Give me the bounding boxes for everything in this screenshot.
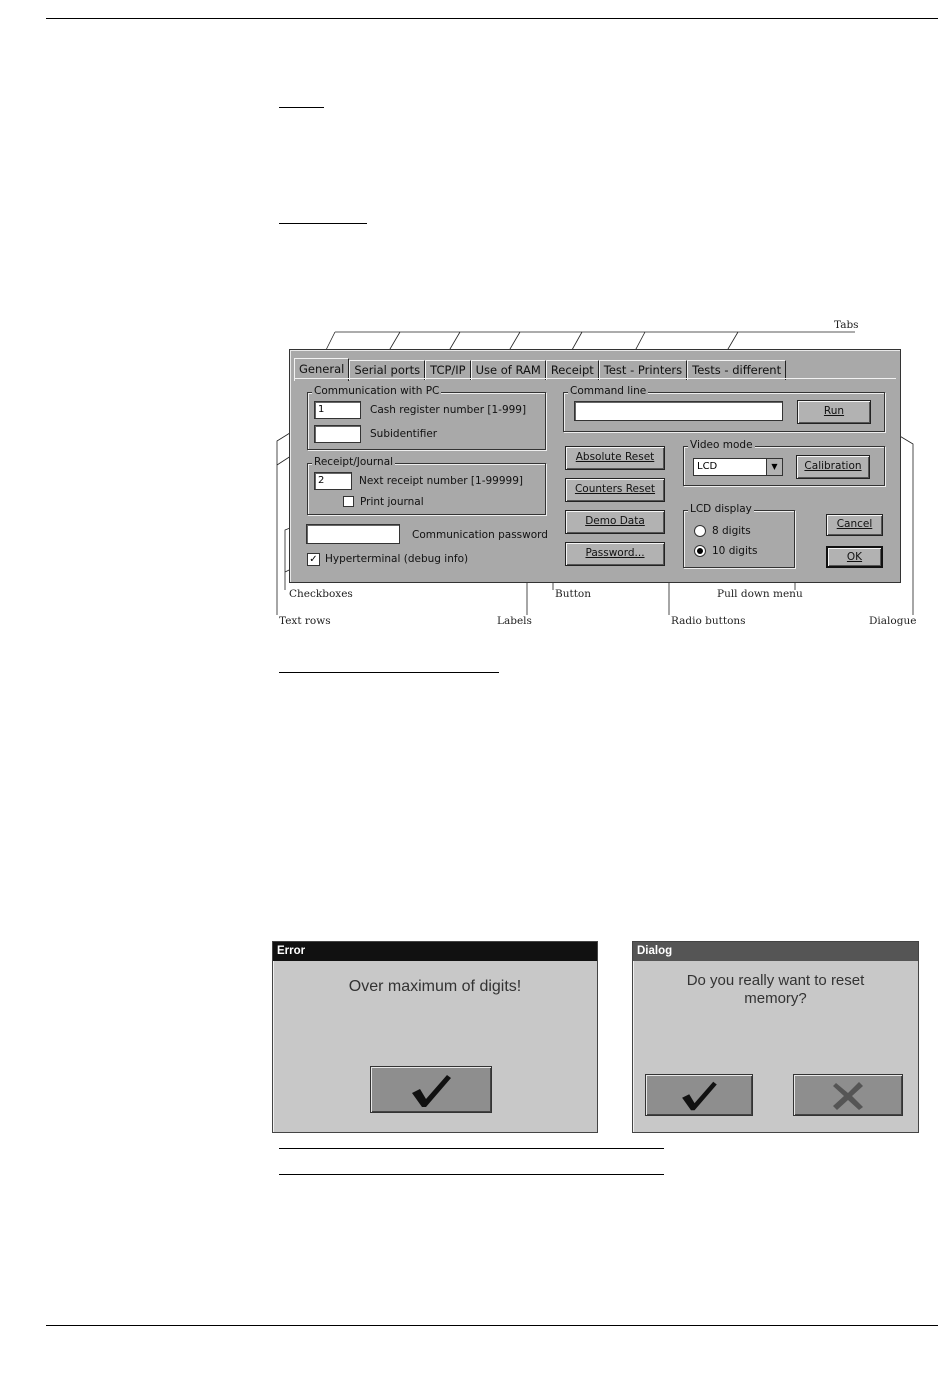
chevron-down-icon[interactable]: ▼ [766, 459, 782, 475]
caption-button: Button [555, 588, 592, 600]
error-ok-button[interactable] [370, 1066, 492, 1113]
tab-general[interactable]: General [294, 358, 349, 381]
receipt-journal-title: Receipt/Journal [314, 456, 394, 468]
next-receipt-number-field[interactable]: 2 [314, 472, 352, 490]
print-journal-label: Print journal [360, 496, 424, 508]
communication-password-label: Communication password [412, 529, 548, 541]
run-button-label: Run [823, 405, 845, 417]
subidentifier-field[interactable] [314, 425, 361, 443]
video-mode-dropdown[interactable] [693, 458, 783, 476]
radio-8-digits[interactable] [694, 525, 706, 537]
cancel-label: Cancel [836, 518, 873, 530]
tab-tests-different[interactable]: Tests - different [687, 360, 786, 380]
confirm-dialog [632, 941, 919, 1133]
print-journal-checkbox[interactable] [343, 496, 354, 507]
counters-reset-label: Counters Reset [574, 483, 656, 495]
demo-data-button[interactable] [565, 510, 665, 534]
radio-10-digits[interactable] [694, 545, 706, 557]
error-dialog-titlebar: Error [273, 942, 597, 961]
lcd-display-group [683, 503, 795, 568]
caption-labels: Labels [497, 615, 532, 627]
caption-dialogue: Dialogue [869, 615, 917, 627]
radio-8-digits-label: 8 digits [712, 525, 751, 537]
tab-strip [294, 358, 786, 378]
radio-10-digits-label: 10 digits [712, 545, 758, 557]
demo-data-label: Demo Data [585, 515, 645, 527]
tab-panel-border [294, 378, 896, 379]
confirm-no-button[interactable] [793, 1074, 903, 1116]
ok-label: OK [846, 551, 863, 563]
tab-tcp-ip[interactable]: TCP/IP [425, 360, 471, 380]
lcd-display-title: LCD display [690, 503, 752, 515]
password-label: Password... [585, 547, 645, 559]
caption-checkboxes: Checkboxes [289, 588, 353, 600]
absolute-reset-button[interactable] [565, 446, 665, 470]
hyperterminal-checkbox[interactable] [307, 553, 320, 566]
counters-reset-button[interactable] [565, 478, 665, 502]
cash-register-number-field[interactable]: 1 [314, 401, 361, 419]
caption-pull-down-menu: Pull down menu [717, 588, 803, 600]
ok-button[interactable] [826, 546, 883, 568]
video-mode-title: Video mode [690, 439, 753, 451]
calibration-label: Calibration [804, 460, 862, 472]
video-mode-selected: LCD [697, 461, 718, 472]
run-button[interactable] [797, 400, 871, 424]
tab-test-printers[interactable]: Test - Printers [599, 360, 687, 380]
caption-tabs: Tabs [834, 319, 859, 331]
subidentifier-label: Subidentifier [370, 428, 438, 440]
command-line-input[interactable] [574, 401, 783, 421]
cancel-button[interactable] [826, 514, 883, 536]
tab-serial-ports[interactable]: Serial ports [349, 360, 425, 380]
confirm-dialog-titlebar: Dialog [633, 942, 918, 961]
password-button[interactable] [565, 542, 665, 566]
cash-register-number-label: Cash register number [1-999] [370, 404, 527, 416]
error-message: Over maximum of digits! [348, 978, 522, 995]
hyperterminal-label: Hyperterminal (debug info) [325, 553, 469, 565]
comm-with-pc-title: Communication with PC [314, 385, 440, 397]
checkmark-icon: ✓ [309, 554, 318, 565]
absolute-reset-label: Absolute Reset [575, 451, 655, 463]
caption-radio-buttons: Radio buttons [671, 615, 746, 627]
communication-password-field[interactable] [306, 524, 400, 544]
confirm-message-line1: Do you really want to reset [686, 972, 865, 989]
error-dialog [272, 941, 598, 1133]
tab-receipt[interactable]: Receipt [546, 360, 599, 380]
settings-dialog [289, 349, 901, 583]
command-line-title: Command line [570, 385, 647, 397]
next-receipt-number-label: Next receipt number [1-99999] [359, 475, 523, 487]
checkmark-icon [409, 1073, 453, 1109]
confirm-yes-button[interactable] [645, 1074, 753, 1116]
confirm-message-line2: memory? [744, 990, 807, 1007]
calibration-button[interactable] [796, 455, 870, 479]
cross-icon [832, 1081, 864, 1111]
tab-use-of-ram[interactable]: Use of RAM [471, 360, 546, 380]
caption-text-rows: Text rows [279, 615, 331, 627]
checkmark-icon [679, 1080, 719, 1112]
